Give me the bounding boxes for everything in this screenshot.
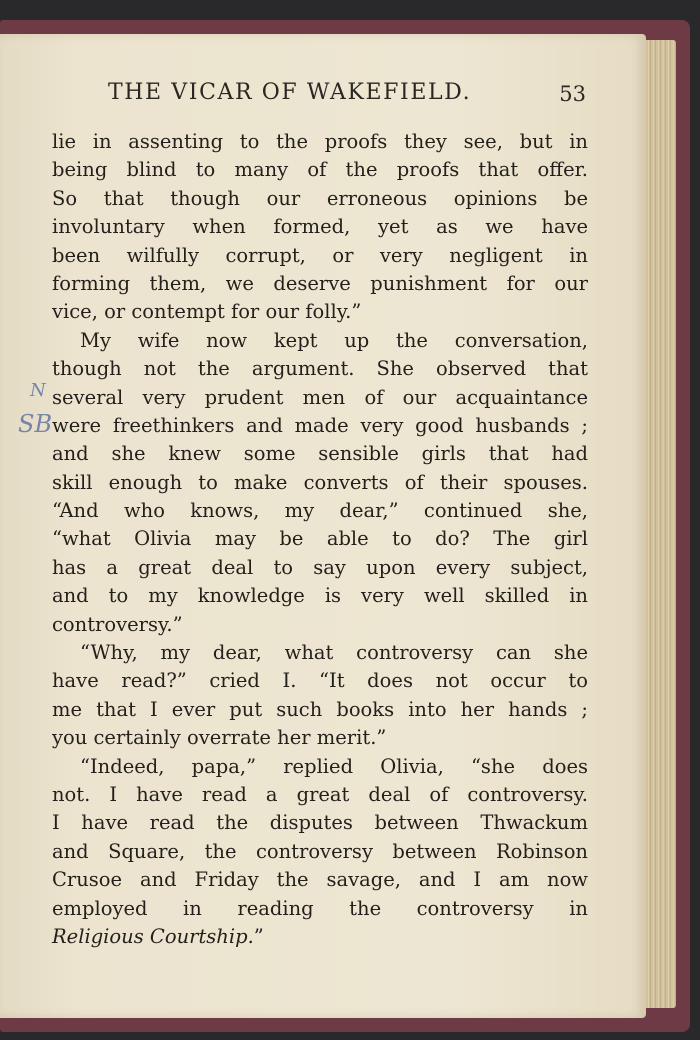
- text-line: you certainly overrate her merit.”: [52, 726, 387, 750]
- text-line: My wife now kept up the conversation,: [80, 328, 588, 352]
- text-line: and to my knowledge is very well skilled in: [52, 584, 588, 608]
- text-line: lie in assenting to the proofs they see, but in: [52, 130, 588, 153]
- text-line: and Square, the controversy between Robinson: [52, 839, 588, 863]
- text-line: I have read the disputes between Thwackum: [52, 811, 588, 835]
- text-line: forming them, we deserve punishment for our: [52, 271, 588, 295]
- text-line: been wilfully corrupt, or very negligent in: [52, 243, 588, 267]
- page-number: 53: [559, 82, 586, 106]
- page-header: [108, 80, 598, 114]
- text-line: were freethinkers and made very good husbands ;: [52, 413, 588, 437]
- book-title-italic: Religious Courtship.: [52, 924, 254, 948]
- text-line: “And who knows, my dear,” continued she,: [52, 499, 588, 523]
- text-line: involuntary when formed, yet as we have: [52, 215, 588, 239]
- text-line: several very prudent men of our acquaintance: [52, 385, 588, 409]
- text-line-final: [52, 923, 588, 951]
- body-text: [52, 128, 588, 951]
- text-line: “what Olivia may be able to do? The girl: [52, 527, 588, 551]
- text-line: Crusoe and Friday the savage, and I am now: [52, 868, 588, 892]
- text-line: though not the argument. She observed that: [52, 357, 588, 381]
- text-line: “Indeed, papa,” replied Olivia, “she does: [80, 754, 588, 778]
- closing-quote: ”: [253, 924, 264, 948]
- text-line: me that I ever put such books into her hands ;: [52, 697, 588, 721]
- text-line: and she knew some sensible girls that had: [52, 442, 588, 466]
- margin-annotation: SB: [18, 410, 53, 438]
- text-line: employed in reading the controversy in: [52, 896, 588, 920]
- text-line: not. I have read a great deal of controversy.: [52, 782, 588, 806]
- margin-annotation: N: [30, 380, 46, 401]
- text-line: skill enough to make converts of their spouses.: [52, 470, 588, 494]
- text-line: “Why, my dear, what controversy can she: [80, 641, 588, 665]
- text-line: have read?” cried I. “It does not occur to: [52, 669, 588, 693]
- text-line: controversy.”: [52, 612, 183, 636]
- text-line: has a great deal to say upon every subject,: [52, 555, 588, 579]
- text-line: vice, or contempt for our folly.”: [52, 300, 362, 324]
- running-title: THE VICAR OF WAKEFIELD.: [108, 80, 472, 105]
- text-line: So that though our erroneous opinions be: [52, 186, 588, 210]
- text-line: being blind to many of the proofs that offer.: [52, 158, 588, 182]
